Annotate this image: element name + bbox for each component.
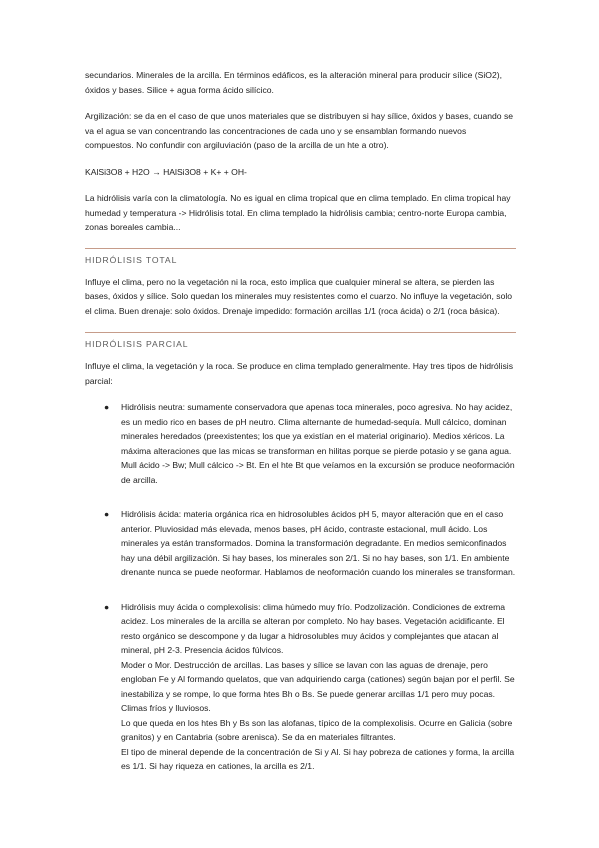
bullet-icon: ● [104,601,110,612]
section-intro-parcial: Influye el clima, la vegetación y la roca. Se produce en clima templado generalmente. Hay tres tipos de hidrólisis parcial: [85,361,513,386]
list-item-text: Hidrólisis ácida: materia orgánica rica en hidrosolubles ácidos pH 5, mayor alteración que en el caso anterior. Pluviosidad más elevada, menos bases, pH ácido, contraste estacional, mull ácido. Los minerales ya están transformados. Domina la transformación degradante. En medios semiconfinados hay una débil argilización. Si hay bases, los minerales son 2/1. Si no hay bases, son 1/1. En ambiente drenante nunca se puede neoformar. Hablamos de neoformación cuando los minerales se transforman. [121,509,516,577]
section-text-total: Influye el clima, pero no la vegetación ni la roca, esto implica que cualquier mineral se altera, se pierden las bases, óxidos y sílice. Solo quedan los minerales muy resistentes como el cuarzo. No influye la vegetación, solo el clima. Buen drenaje: solo óxidos. Drenaje impedido: formación arcillas 1/1 (roca ácida) o 2/1 (roca básica). [85,276,513,316]
list-item-muy-acida [85,600,516,774]
paragraph-climatology: La hidrólisis varía con la climatología. No es igual en clima tropical que en clima templado. En clima tropical hay humedad y temperatura -> Hidrólisis total. En clima templado la hidrólisis cambia; centro-norte Europa cambia, zonas boreales cambia... [85,193,511,232]
bullet-list [85,400,516,774]
paragraph-hydrolysis-definition: secundarios. Minerales de la arcilla. En términos edáficos, es la alteración mineral para producir sílice (SiO2), óxidos y bases. Silice + agua forma ácido silícico. [85,70,502,95]
bullet-icon: ● [104,402,110,412]
chemical-equation: KAlSi3O8 + H2O → HAlSi3O8 + K+ + OH- [85,166,247,177]
list-item-acida [85,507,516,580]
list-item-text: Hidrólisis muy ácida o complexolisis: clima húmedo muy frío. Podzolización. Condiciones de extrema acidez. Los minerales de la arcilla se alteran por completo. No hay bases. Vegetación acidificante. El resto orgánico se descompone y da lugar a hidrosolubles muy ácidos y complejantes que atacan al mineral, pH 2-3. Presencia ácidos fúlvicos. Moder o Mor. Destrucción de arcillas. Las bases y sílice se lavan con las aguas de drenaje, pero engloban Fe y Al formando quelatos, que van adquiriendo carga (cationes) según bajan por el perfil. Se inestabiliza y se rompe, lo que forma htes Bh o Bs. Se puede generar arcillas 1/1 pero muy pocas. Climas fríos y lluviosos. Lo que queda en los htes Bh y Bs son las alofanas, típico de la complexolisis. Ocurre en Galicia (sobre granitos) y en Cantabria (sobre arenisca). Se da en materiales filtrantes. El tipo de mineral depende de la concentración de Si y Al. Si hay pobreza de cationes y forma, la arcilla es 1/1. Si hay riqueza en cationes, la arcilla es 2/1. [121,601,515,771]
paragraph-argilizacion: Argilización: se da en el caso de que unos materiales que se distribuyen si hay sílice, óxidos y bases, cuando se va el agua se van concentrando las concentraciones de cada uno y se ensamblan formando nuevos compuestos. No confundir con argiluviación (paso de la arcilla de un hte a otro). [85,111,514,150]
bullet-icon: ● [104,509,110,519]
section-heading-parcial: HIDRÓLISIS PARCIAL [85,332,516,351]
list-item-text: Hidrólisis neutra: sumamente conservadora que apenas toca minerales, poco agresiva. No hay acidez, es un medio rico en bases de pH neutro. Clima alternante de humedad-sequía. Mull cálcico, dominan minerales heredados (preexistentes; los que ya existían en el material originario). Medios xéricos. La máxima alteraciones que las micas se transforman en hilitas porque se pierde potasio y se gana agua. Mull ácido -> Bw; Mull cálcico -> Bt. En el hte Bt que veíamos en la excursión se produce neoformación de arcilla. [121,402,515,485]
section-heading-total: HIDRÓLISIS TOTAL [85,248,516,267]
list-item-neutra [85,400,516,487]
